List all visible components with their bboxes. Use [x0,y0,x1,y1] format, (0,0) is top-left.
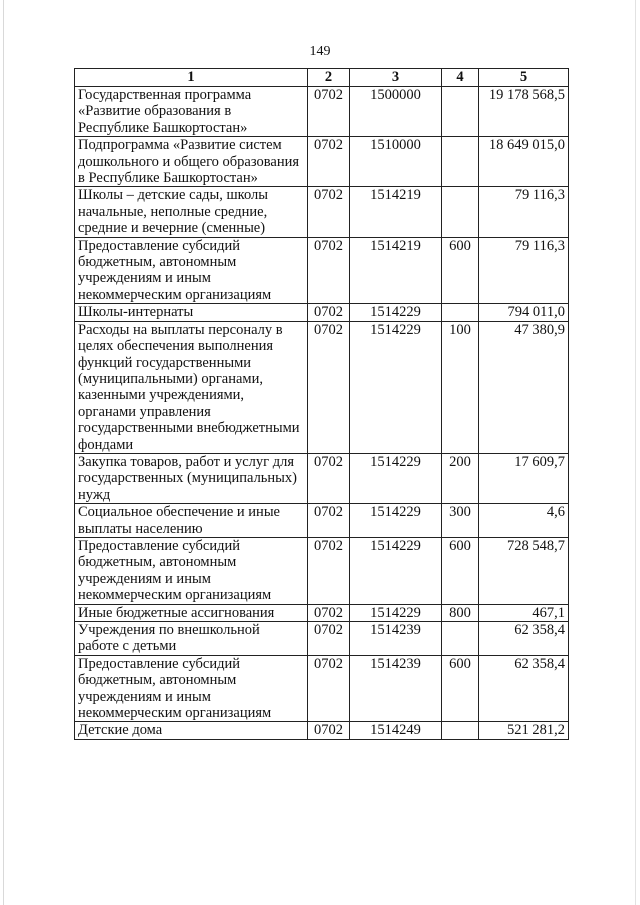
cell-section: 0702 [308,622,350,656]
cell-amount: 521 281,2 [479,722,569,739]
cell-expense-type: 100 [442,321,479,453]
cell-amount: 467,1 [479,604,569,621]
cell-expense-type [442,722,479,739]
cell-code: 1514229 [350,604,442,621]
table-body [75,87,569,740]
header-col-4: 4 [442,69,479,87]
table-row [75,722,569,739]
cell-code: 1514239 [350,655,442,722]
table-row [75,237,569,304]
cell-expense-type [442,137,479,187]
cell-amount: 62 358,4 [479,655,569,722]
cell-expense-type [442,87,479,137]
cell-expense-type: 600 [442,655,479,722]
cell-name: Школы – детские сады, школы начальные, неполные средние, средние и вечерние (сменные) [75,187,308,237]
cell-amount: 79 116,3 [479,187,569,237]
cell-amount: 62 358,4 [479,622,569,656]
cell-section: 0702 [308,87,350,137]
table-row [75,87,569,137]
table-row [75,504,569,538]
cell-expense-type [442,187,479,237]
page-number: 149 [309,44,331,59]
cell-expense-type: 200 [442,453,479,503]
header-col-5: 5 [479,69,569,87]
cell-expense-type: 300 [442,504,479,538]
cell-section: 0702 [308,655,350,722]
cell-name: Предоставление субсидий бюджетным, автономным учреждениям и иным некоммерческим организациям [75,537,308,604]
header-col-1: 1 [75,69,308,87]
cell-name: Предоставление субсидий бюджетным, автономным учреждениям и иным некоммерческим организациям [75,655,308,722]
cell-amount: 4,6 [479,504,569,538]
table-row [75,604,569,621]
cell-section: 0702 [308,453,350,503]
table-row [75,137,569,187]
scan-edge-right [635,0,636,905]
table-row [75,304,569,321]
cell-amount: 728 548,7 [479,537,569,604]
cell-amount: 19 178 568,5 [479,87,569,137]
table-row [75,655,569,722]
cell-name: Государственная программа «Развитие образования в Республике Башкортостан» [75,87,308,137]
cell-code: 1514229 [350,304,442,321]
cell-amount: 79 116,3 [479,237,569,304]
cell-expense-type [442,304,479,321]
table-row [75,187,569,237]
cell-section: 0702 [308,537,350,604]
cell-expense-type: 600 [442,537,479,604]
cell-section: 0702 [308,722,350,739]
cell-name: Расходы на выплаты персоналу в целях обеспечения выполнения функций государственными (муниципальными) органами, казенными учреждениями, органами управления государственными внебюджетными фондами [75,321,308,453]
cell-section: 0702 [308,321,350,453]
cell-code: 1500000 [350,87,442,137]
cell-name: Учреждения по внешкольной работе с детьми [75,622,308,656]
cell-name: Предоставление субсидий бюджетным, автономным учреждениям и иным некоммерческим организациям [75,237,308,304]
cell-name: Закупка товаров, работ и услуг для государственных (муниципальных) нужд [75,453,308,503]
cell-section: 0702 [308,504,350,538]
cell-amount: 17 609,7 [479,453,569,503]
cell-section: 0702 [308,304,350,321]
scan-edge-left [3,0,4,905]
cell-code: 1514249 [350,722,442,739]
table-row [75,321,569,453]
cell-code: 1514229 [350,537,442,604]
cell-name: Подпрограмма «Развитие систем дошкольного и общего образования в Республике Башкортостан» [75,137,308,187]
cell-name: Детские дома [75,722,308,739]
table-row [75,537,569,604]
cell-code: 1514219 [350,237,442,304]
header-col-2: 2 [308,69,350,87]
cell-name: Иные бюджетные ассигнования [75,604,308,621]
cell-expense-type: 800 [442,604,479,621]
cell-amount: 794 011,0 [479,304,569,321]
cell-amount: 18 649 015,0 [479,137,569,187]
cell-section: 0702 [308,187,350,237]
cell-section: 0702 [308,604,350,621]
cell-name: Школы-интернаты [75,304,308,321]
cell-code: 1514239 [350,622,442,656]
cell-section: 0702 [308,237,350,304]
cell-code: 1514229 [350,321,442,453]
cell-code: 1514229 [350,453,442,503]
table-row [75,622,569,656]
header-col-3: 3 [350,69,442,87]
table-row [75,453,569,503]
cell-expense-type: 600 [442,237,479,304]
budget-table [74,68,569,740]
cell-name: Социальное обеспечение и иные выплаты населению [75,504,308,538]
cell-code: 1514219 [350,187,442,237]
cell-code: 1510000 [350,137,442,187]
cell-section: 0702 [308,137,350,187]
cell-code: 1514229 [350,504,442,538]
cell-amount: 47 380,9 [479,321,569,453]
header-row [75,69,569,87]
cell-expense-type [442,622,479,656]
